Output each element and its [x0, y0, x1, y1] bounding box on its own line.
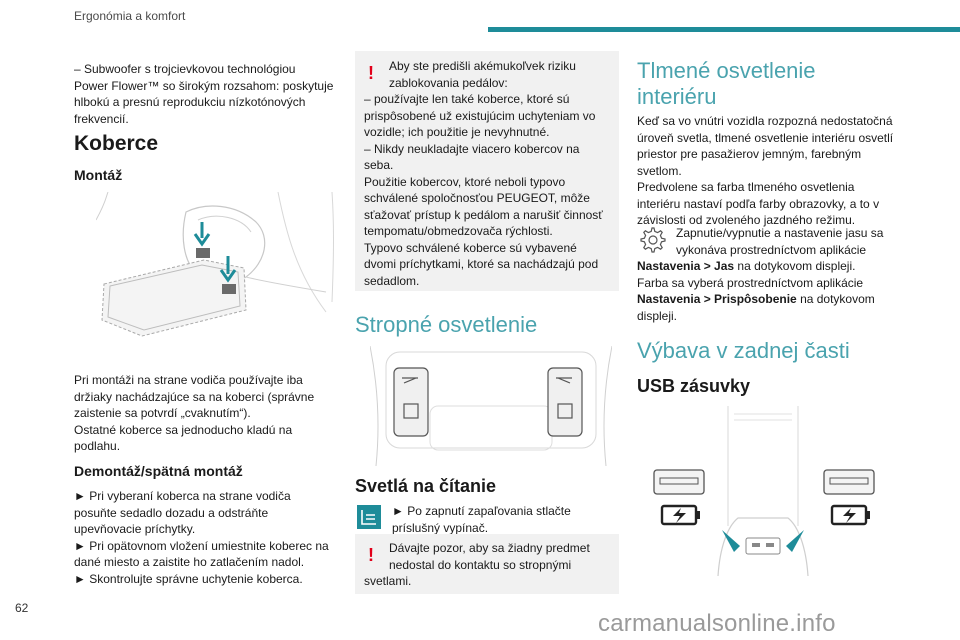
usb-port-left — [654, 470, 704, 494]
header-accent-bar — [488, 27, 960, 32]
procedure-chevron-icon — [357, 505, 381, 529]
gear-icon — [639, 226, 667, 254]
removal-text — [74, 488, 344, 587]
mat-clip-left — [196, 248, 210, 258]
mount-line: držiaky nachádzajúce sa na koberci (správne — [74, 389, 315, 404]
nav1-rest: na dotykovom displeji. — [734, 259, 856, 273]
intro-line: frekvencií. — [74, 111, 129, 126]
warning-exclamation-icon: ! — [368, 63, 374, 83]
mount-text — [74, 372, 344, 455]
color-line: Farba sa vyberá prostredníctvom aplikácie — [637, 275, 864, 290]
watermark: carmanualsonline.info — [598, 610, 836, 637]
page-number: 62 — [15, 601, 29, 615]
ambient-line: Predvolene sa farba tlmeného osvetlenia — [637, 180, 855, 194]
ambient-line: Keď sa vo vnútri vozidla rozpozná nedostatočná — [637, 114, 893, 128]
warning-box-lights — [355, 534, 619, 594]
warning1-line: – používajte len také koberce, ktoré sú — [364, 92, 570, 106]
warning1-line: tempomatu/obmedzovača rýchlosti. — [364, 224, 553, 238]
nav2-line — [637, 291, 927, 308]
warning-box-pedals — [355, 51, 619, 291]
warning1-body — [364, 91, 616, 289]
ambient-line: úroveň svetla, tlmené osvetlenie interiéru osvetlí — [637, 130, 894, 145]
setting-line: vykonáva prostredníctvom aplikácie — [676, 242, 867, 257]
warning2-line: svetlami. — [364, 574, 412, 588]
reading-line: príslušný vypínač. — [392, 520, 489, 535]
usb-port-right — [824, 470, 874, 494]
usb-title: USB zásuvky — [637, 376, 751, 396]
warning1-line: Aby ste predišli akémukoľvek riziku — [389, 59, 576, 73]
reading-text — [392, 503, 622, 536]
ambient-line: svetlom. — [637, 163, 682, 178]
mount-line: zaistenie sa potvrdí „cvaknutím“). — [74, 406, 251, 420]
charging-battery-icon — [662, 506, 700, 524]
setting-line: Zapnutie/vypnutie a nastavenie jasu sa — [676, 226, 884, 240]
setting-text — [676, 225, 936, 258]
nav-instructions — [637, 258, 927, 324]
warning2-lead — [389, 540, 615, 573]
warning1-line: prispôsobené už existujúcim uchyteniam vo — [364, 108, 596, 123]
section-title-koberce: Koberce — [74, 132, 159, 155]
ceiling-light-title: Stropné osvetlenie — [355, 312, 538, 337]
ambient-light-title — [637, 58, 816, 110]
nav2-rest: na dotykovom — [796, 292, 875, 306]
floor-mat-illustration — [96, 192, 336, 360]
reading-lights-title: Svetlá na čítanie — [355, 476, 497, 496]
ambient-line: interiéru nastaví podľa farby obrazovky, a to v — [637, 196, 880, 211]
removal-line: ► Pri vyberaní koberca na strane vodiča — [74, 489, 291, 503]
ambient-title-line: interiéru — [637, 84, 717, 109]
warning1-line: sedadlom. — [364, 273, 420, 288]
warning1-line: schválené spoločnosťou PEUGEOT, môže — [364, 191, 590, 205]
intro-text — [74, 61, 344, 127]
warning1-line: vozidle; ich použitie je nevyhnutné. — [364, 125, 550, 139]
warning1-line: dvomi príchytkami, ktoré sa nachádzajú pod — [364, 257, 599, 271]
nav2-path: Nastavenia > Prispôsobenie — [637, 292, 797, 306]
intro-line: – Subwoofer s trojcievkovou technológiou — [74, 62, 296, 76]
removal-line: dané miesto a zaistite ho zatlačením nadol. — [74, 555, 305, 569]
warning1-line: – Nikdy neukladajte viacero kobercov na — [364, 141, 580, 156]
removal-line: upevňovacie príchytky. — [74, 522, 196, 536]
rear-equipment-title: Výbava v zadnej časti — [637, 338, 850, 363]
arrow-down-icon — [195, 222, 209, 244]
ambient-title-line: Tlmené osvetlenie — [637, 58, 816, 83]
mount-title: Montáž — [74, 167, 123, 183]
warning1-lead — [389, 58, 615, 91]
mount-line: podlahu. — [74, 439, 121, 453]
reading-line: ► Po zapnutí zapaľovania stlačte — [392, 504, 571, 518]
warning1-line: zablokovania pedálov: — [389, 75, 508, 90]
mount-line: Ostatné koberce sa jednoducho kladú na — [74, 422, 293, 437]
warning1-line: sťažovať prístup k pedálom a narušiť činnosť — [364, 207, 603, 222]
warning1-line: seba. — [364, 158, 394, 172]
header-title: Ergonómia a komfort — [74, 9, 186, 23]
mount-line: Pri montáži na strane vodiča používajte iba — [74, 373, 303, 387]
ambient-line: priestor pre pasažierov jemným, farebným — [637, 147, 862, 161]
intro-line: hlbokú a presnú reprodukciu nízkotónových — [74, 95, 306, 109]
usb-ports-illustration — [648, 406, 880, 580]
warning1-line: Použitie kobercov, ktoré neboli typovo — [364, 174, 566, 189]
warning1-line: Typovo schválené koberce sú vybavené — [364, 240, 577, 255]
ambient-line: závislosti od zvoleného jazdného režimu. — [637, 213, 856, 227]
mat-clip-right — [222, 284, 236, 294]
intro-line: Power Flower™ so širokým rozsahom: poskytuje — [74, 78, 334, 93]
removal-line: ► Skontrolujte správne uchytenie koberca. — [74, 571, 303, 586]
removal-line: ► Pri opätovnom vložení umiestnite koberec na — [74, 538, 329, 553]
removal-title: Demontáž/spätná montáž — [74, 463, 243, 479]
nav2-end: displeji. — [637, 308, 678, 323]
nav1-line — [637, 258, 927, 275]
removal-line: posuňte sedadlo dozadu a odstráňte — [74, 505, 269, 520]
charging-battery-icon — [832, 506, 870, 524]
ambient-text — [637, 113, 927, 229]
ceiling-light-illustration — [370, 346, 612, 466]
nav1-path: Nastavenia > Jas — [637, 259, 735, 273]
warning-exclamation-icon: ! — [368, 545, 374, 565]
warning2-line: nedostal do kontaktu so stropnými — [389, 557, 572, 572]
warning2-line: Dávajte pozor, aby sa žiadny predmet — [389, 541, 590, 555]
